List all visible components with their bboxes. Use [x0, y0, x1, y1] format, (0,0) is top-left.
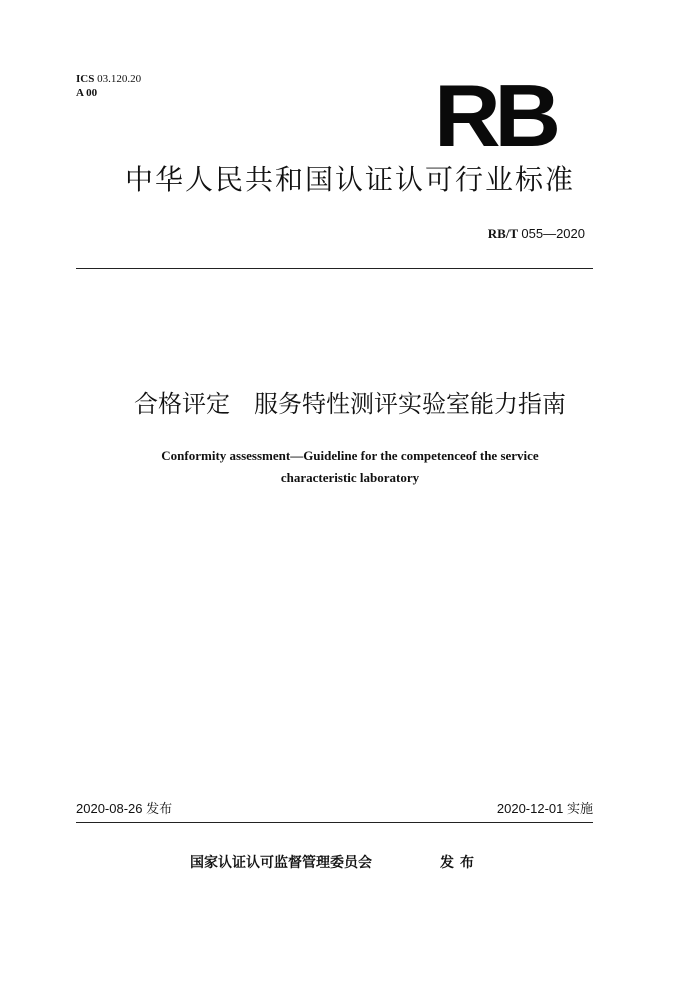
- publish-action: 发布: [440, 855, 480, 871]
- standard-number-value: 055—2020: [521, 226, 585, 241]
- document-title-chinese: 合格评定 服务特性测评实验室能力指南: [134, 390, 566, 418]
- ics-code: 03.120.20: [97, 73, 142, 85]
- rb-logo: RB: [434, 66, 555, 165]
- standard-number-prefix: RB/T: [487, 226, 519, 241]
- implementation-date: 2020-12-01 实施: [496, 801, 593, 816]
- bottom-divider: [76, 822, 593, 823]
- ics-code-line: [76, 72, 141, 86]
- english-title-line-2: characteristic laboratory: [280, 470, 420, 485]
- english-title-line-1: Conformity assessment—Guideline for the competenceof the service: [161, 448, 539, 463]
- document-title-english: [100, 445, 600, 489]
- ics-label: ICS: [76, 73, 95, 85]
- classification-codes: [76, 72, 141, 100]
- issue-date: 2020-08-26 发布: [76, 801, 173, 816]
- top-divider: [76, 268, 593, 269]
- standard-number: [488, 226, 585, 242]
- standard-category-title: 中华人民共和国认证认可行业标准: [124, 163, 575, 196]
- ccs-code: A 00: [76, 87, 98, 99]
- ccs-code-line: [76, 86, 141, 100]
- publisher-name: 国家认证认可监督管理委员会: [190, 855, 372, 871]
